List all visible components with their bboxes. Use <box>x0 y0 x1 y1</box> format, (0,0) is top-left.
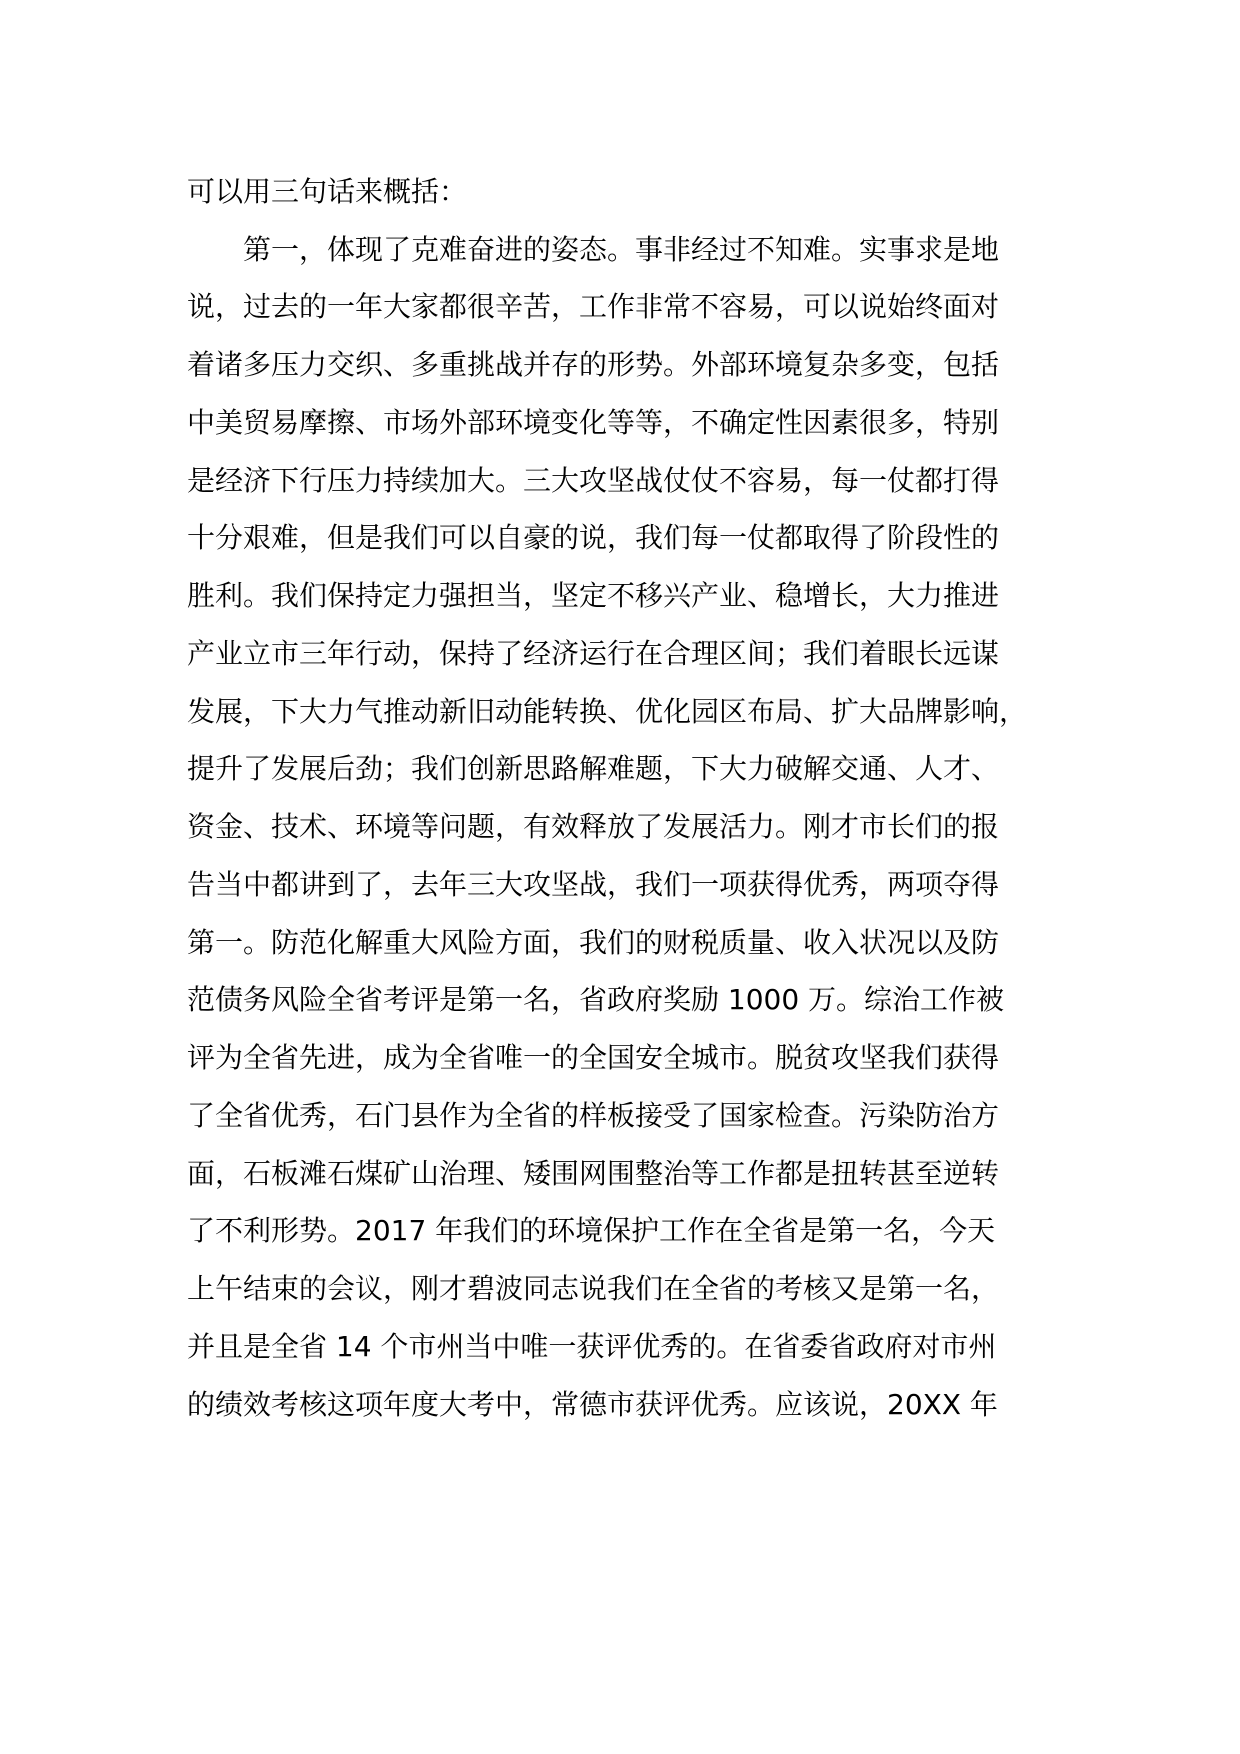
text-line: 中美贸易摩擦、市场外部环境变化等等，不确定性因素很多，特别 <box>187 406 1000 439</box>
text-line: 着诸多压力交织、多重挑战并存的形势。外部环境复杂多变，包括 <box>187 348 1000 381</box>
text-line: 评为全省先进，成为全省唯一的全国安全城市。脱贫攻坚我们获得 <box>187 1041 1000 1074</box>
text-line: 第一，体现了克难奋进的姿态。事非经过不知难。实事求是地 <box>187 233 1000 266</box>
text-line: 可以用三句话来概括： <box>187 175 468 208</box>
text-line: 说，过去的一年大家都很辛苦，工作非常不容易，可以说始终面对 <box>187 290 1000 323</box>
text-line: 告当中都讲到了，去年三大攻坚战，我们一项获得优秀，两项夺得 <box>187 868 1000 901</box>
text-line: 胜利。我们保持定力强担当，坚定不移兴产业、稳增长，大力推进 <box>187 579 1000 612</box>
text-line: 十分艰难，但是我们可以自豪的说，我们每一仗都取得了阶段性的 <box>187 521 1000 554</box>
text-line: 并且是全省 14 个市州当中唯一获评优秀的。在省委省政府对市州 <box>187 1330 997 1363</box>
text-line: 的绩效考核这项年度大考中，常德市获评优秀。应该说，20XX 年 <box>187 1388 998 1421</box>
text-line: 了全省优秀，石门县作为全省的样板接受了国家检查。污染防治方 <box>187 1099 1000 1132</box>
text-line: 资金、技术、环境等问题，有效释放了发展活力。刚才市长们的报 <box>187 810 1000 843</box>
text-line: 了不利形势。2017 年我们的环境保护工作在全省是第一名，今天 <box>187 1214 996 1247</box>
text-line: 上午结束的会议，刚才碧波同志说我们在全省的考核又是第一名， <box>187 1272 1000 1305</box>
text-line: 发展，下大力气推动新旧动能转换、优化园区布局、扩大品牌影响， <box>187 695 1028 728</box>
text-line: 是经济下行压力持续加大。三大攻坚战仗仗不容易，每一仗都打得 <box>187 464 1000 497</box>
text-line: 第一。防范化解重大风险方面，我们的财税质量、收入状况以及防 <box>187 926 1000 959</box>
text-line: 产业立市三年行动，保持了经济运行在合理区间；我们着眼长远谋 <box>187 637 1000 670</box>
text-line: 提升了发展后劲；我们创新思路解难题，下大力破解交通、人才、 <box>187 752 1000 785</box>
text-line: 范债务风险全省考评是第一名，省政府奖励 1000 万。综治工作被 <box>187 983 1005 1016</box>
text-line: 面，石板滩石煤矿山治理、矮围网围整治等工作都是扭转甚至逆转 <box>187 1157 1000 1190</box>
